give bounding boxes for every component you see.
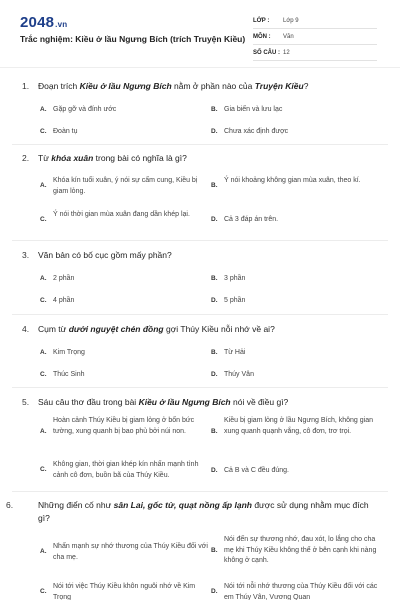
question-number: 5. xyxy=(22,397,30,407)
question-text-part: Văn bản có bố cục gồm mấy phần? xyxy=(38,250,172,260)
question-divider xyxy=(12,314,388,315)
option-letter: C. xyxy=(40,466,47,473)
meta-subject-row xyxy=(253,29,377,45)
meta-class-value: Lớp 9 xyxy=(283,18,299,24)
meta-count-value: 12 xyxy=(283,50,290,56)
option-letter: C. xyxy=(40,297,47,304)
site-logo[interactable] xyxy=(20,14,67,31)
question-4-text xyxy=(22,323,378,336)
question-text-part: Cụm từ xyxy=(38,324,69,334)
question-emphasis: Kiều ở lầu Ngưng Bích xyxy=(79,81,172,91)
option-letter: D. xyxy=(211,467,218,474)
option-text: Không gian, thời gian khép kín nhấn mạnh tình cảnh cô đơn, buồn bã của Thúy Kiều. xyxy=(53,461,199,479)
question-6-text xyxy=(6,499,378,525)
option-text: 2 phần xyxy=(53,275,75,282)
option-text: Hoàn cảnh Thúy Kiều bị giam lỏng ở bốn bức tường, xung quanh bị bao phủ bởi núi non. xyxy=(53,417,195,435)
question-divider xyxy=(12,387,388,388)
option-text: Kiều bị giam lỏng ở lầu Ngưng Bích, không gian xung quanh quạnh vắng, cô đơn, trơ trọi. xyxy=(224,417,373,435)
option-letter: D. xyxy=(211,297,218,304)
meta-subject-value: Văn xyxy=(283,34,294,40)
option-text: 4 phần xyxy=(53,297,75,304)
option-text: Kim Trọng xyxy=(53,349,85,356)
option-letter: B. xyxy=(211,428,218,435)
option-letter: A. xyxy=(40,275,47,282)
question-number: 3. xyxy=(22,250,30,260)
meta-class-label: LỚP : xyxy=(253,18,270,24)
question-3-text xyxy=(22,249,378,262)
option-letter: D. xyxy=(211,588,218,595)
quiz-title: Trắc nghiệm: Kiều ở lầu Ngưng Bích (trích Truyện Kiều) xyxy=(20,34,246,44)
option-letter: B. xyxy=(211,106,218,113)
option-text: Nói tới việc Thúy Kiều khôn nguôi nhớ về Kim Trọng xyxy=(53,583,196,600)
option-text: Chưa xác định được xyxy=(224,128,289,135)
option-text: Nói đến sự thương nhớ, đau xót, lo lắng cho cha mẹ khi Thúy Kiều không thể ở bên cạnh khi nàng không ở cạnh. xyxy=(224,536,377,564)
option-letter: D. xyxy=(211,128,218,135)
question-text-part: nằm ở phần nào của xyxy=(171,81,255,91)
question-text-part: ? xyxy=(303,81,309,91)
question-1-text xyxy=(22,80,378,93)
option-letter: A. xyxy=(40,349,47,356)
option-letter: B. xyxy=(211,182,218,189)
meta-count-label: SỐ CÂU : xyxy=(253,50,280,56)
option-letter: C. xyxy=(40,371,47,378)
option-letter: D. xyxy=(211,371,218,378)
option-text: Thúy Vân xyxy=(224,371,254,378)
option-text: 3 phần xyxy=(224,275,246,282)
option-text: Nhấn mạnh sự nhớ thương của Thúy Kiều đối với cha mẹ. xyxy=(53,543,208,561)
option-text: Gia biến và lưu lạc xyxy=(224,106,283,113)
option-text: Cả B và C đều đúng. xyxy=(224,467,289,474)
question-text-part: Những điển cố như xyxy=(38,500,114,510)
question-number: 6. xyxy=(6,500,14,510)
question-emphasis: Truyện Kiều xyxy=(254,81,304,91)
option-text: Cả 3 đáp án trên. xyxy=(224,216,279,223)
option-letter: C. xyxy=(40,588,47,595)
question-text-part: Từ xyxy=(38,153,52,163)
option-letter: D. xyxy=(211,216,218,223)
option-text: Thúc Sinh xyxy=(53,371,85,378)
question-5-text xyxy=(22,396,378,409)
option-text: Ý nói khoảng không gian mùa xuân, theo kí. xyxy=(224,177,361,184)
question-text-part: nói về điều gì? xyxy=(230,397,289,407)
option-letter: B. xyxy=(211,547,218,554)
option-text: Ý nói thời gian mùa xuân đang dần khép lại. xyxy=(53,211,190,218)
logo-suffix: .vn xyxy=(55,20,68,29)
question-text-part: Sáu câu thơ đầu trong bài xyxy=(38,397,139,407)
question-emphasis: dưới nguyệt chén đồng xyxy=(68,324,164,334)
option-text: Nói tới nỗi nhớ thương của Thúy Kiều đối với các em Thúy Vân, Vương Quan xyxy=(224,583,378,600)
option-letter: C. xyxy=(40,128,47,135)
question-text-part: gợi Thúy Kiều nỗi nhớ về ai? xyxy=(163,324,275,334)
question-emphasis: sân Lai, gốc tử, quạt nồng ấp lạnh xyxy=(113,500,252,510)
option-letter: A. xyxy=(40,428,47,435)
meta-class-row xyxy=(253,13,377,29)
question-divider xyxy=(12,240,388,241)
option-letter: B. xyxy=(211,275,218,282)
option-letter: A. xyxy=(40,182,47,189)
question-emphasis: Kiều ở lầu Ngưng Bích xyxy=(138,397,231,407)
question-emphasis: khóa xuân xyxy=(51,153,94,163)
option-letter: A. xyxy=(40,106,47,113)
question-text-part: được sử dụng nhằm mục đích gì? xyxy=(38,500,369,523)
option-letter: C. xyxy=(40,216,47,223)
option-letter: B. xyxy=(211,349,218,356)
option-text: Khóa kín tuổi xuân, ý nói sự cấm cung, Kiều bị giam lỏng. xyxy=(53,177,198,195)
question-divider xyxy=(12,491,388,492)
question-number: 1. xyxy=(22,81,30,91)
option-text: 5 phần xyxy=(224,297,246,304)
option-text: Gặp gỡ và đính ước xyxy=(53,106,117,113)
logo-text: 2048 xyxy=(20,14,55,31)
question-text-part: trong bài có nghĩa là gì? xyxy=(93,153,187,163)
meta-subject-label: MÔN : xyxy=(253,34,271,40)
question-number: 4. xyxy=(22,324,30,334)
question-number: 2. xyxy=(22,153,30,163)
quiz-header xyxy=(0,0,400,68)
header-divider xyxy=(0,67,400,68)
question-2-text xyxy=(22,152,378,165)
meta-count-row xyxy=(253,45,377,61)
question-divider xyxy=(12,144,388,145)
option-text: Đoàn tụ xyxy=(53,128,78,135)
option-text: Từ Hải xyxy=(224,349,246,356)
question-text-part: Đoạn trích xyxy=(38,81,80,91)
option-letter: A. xyxy=(40,548,47,555)
